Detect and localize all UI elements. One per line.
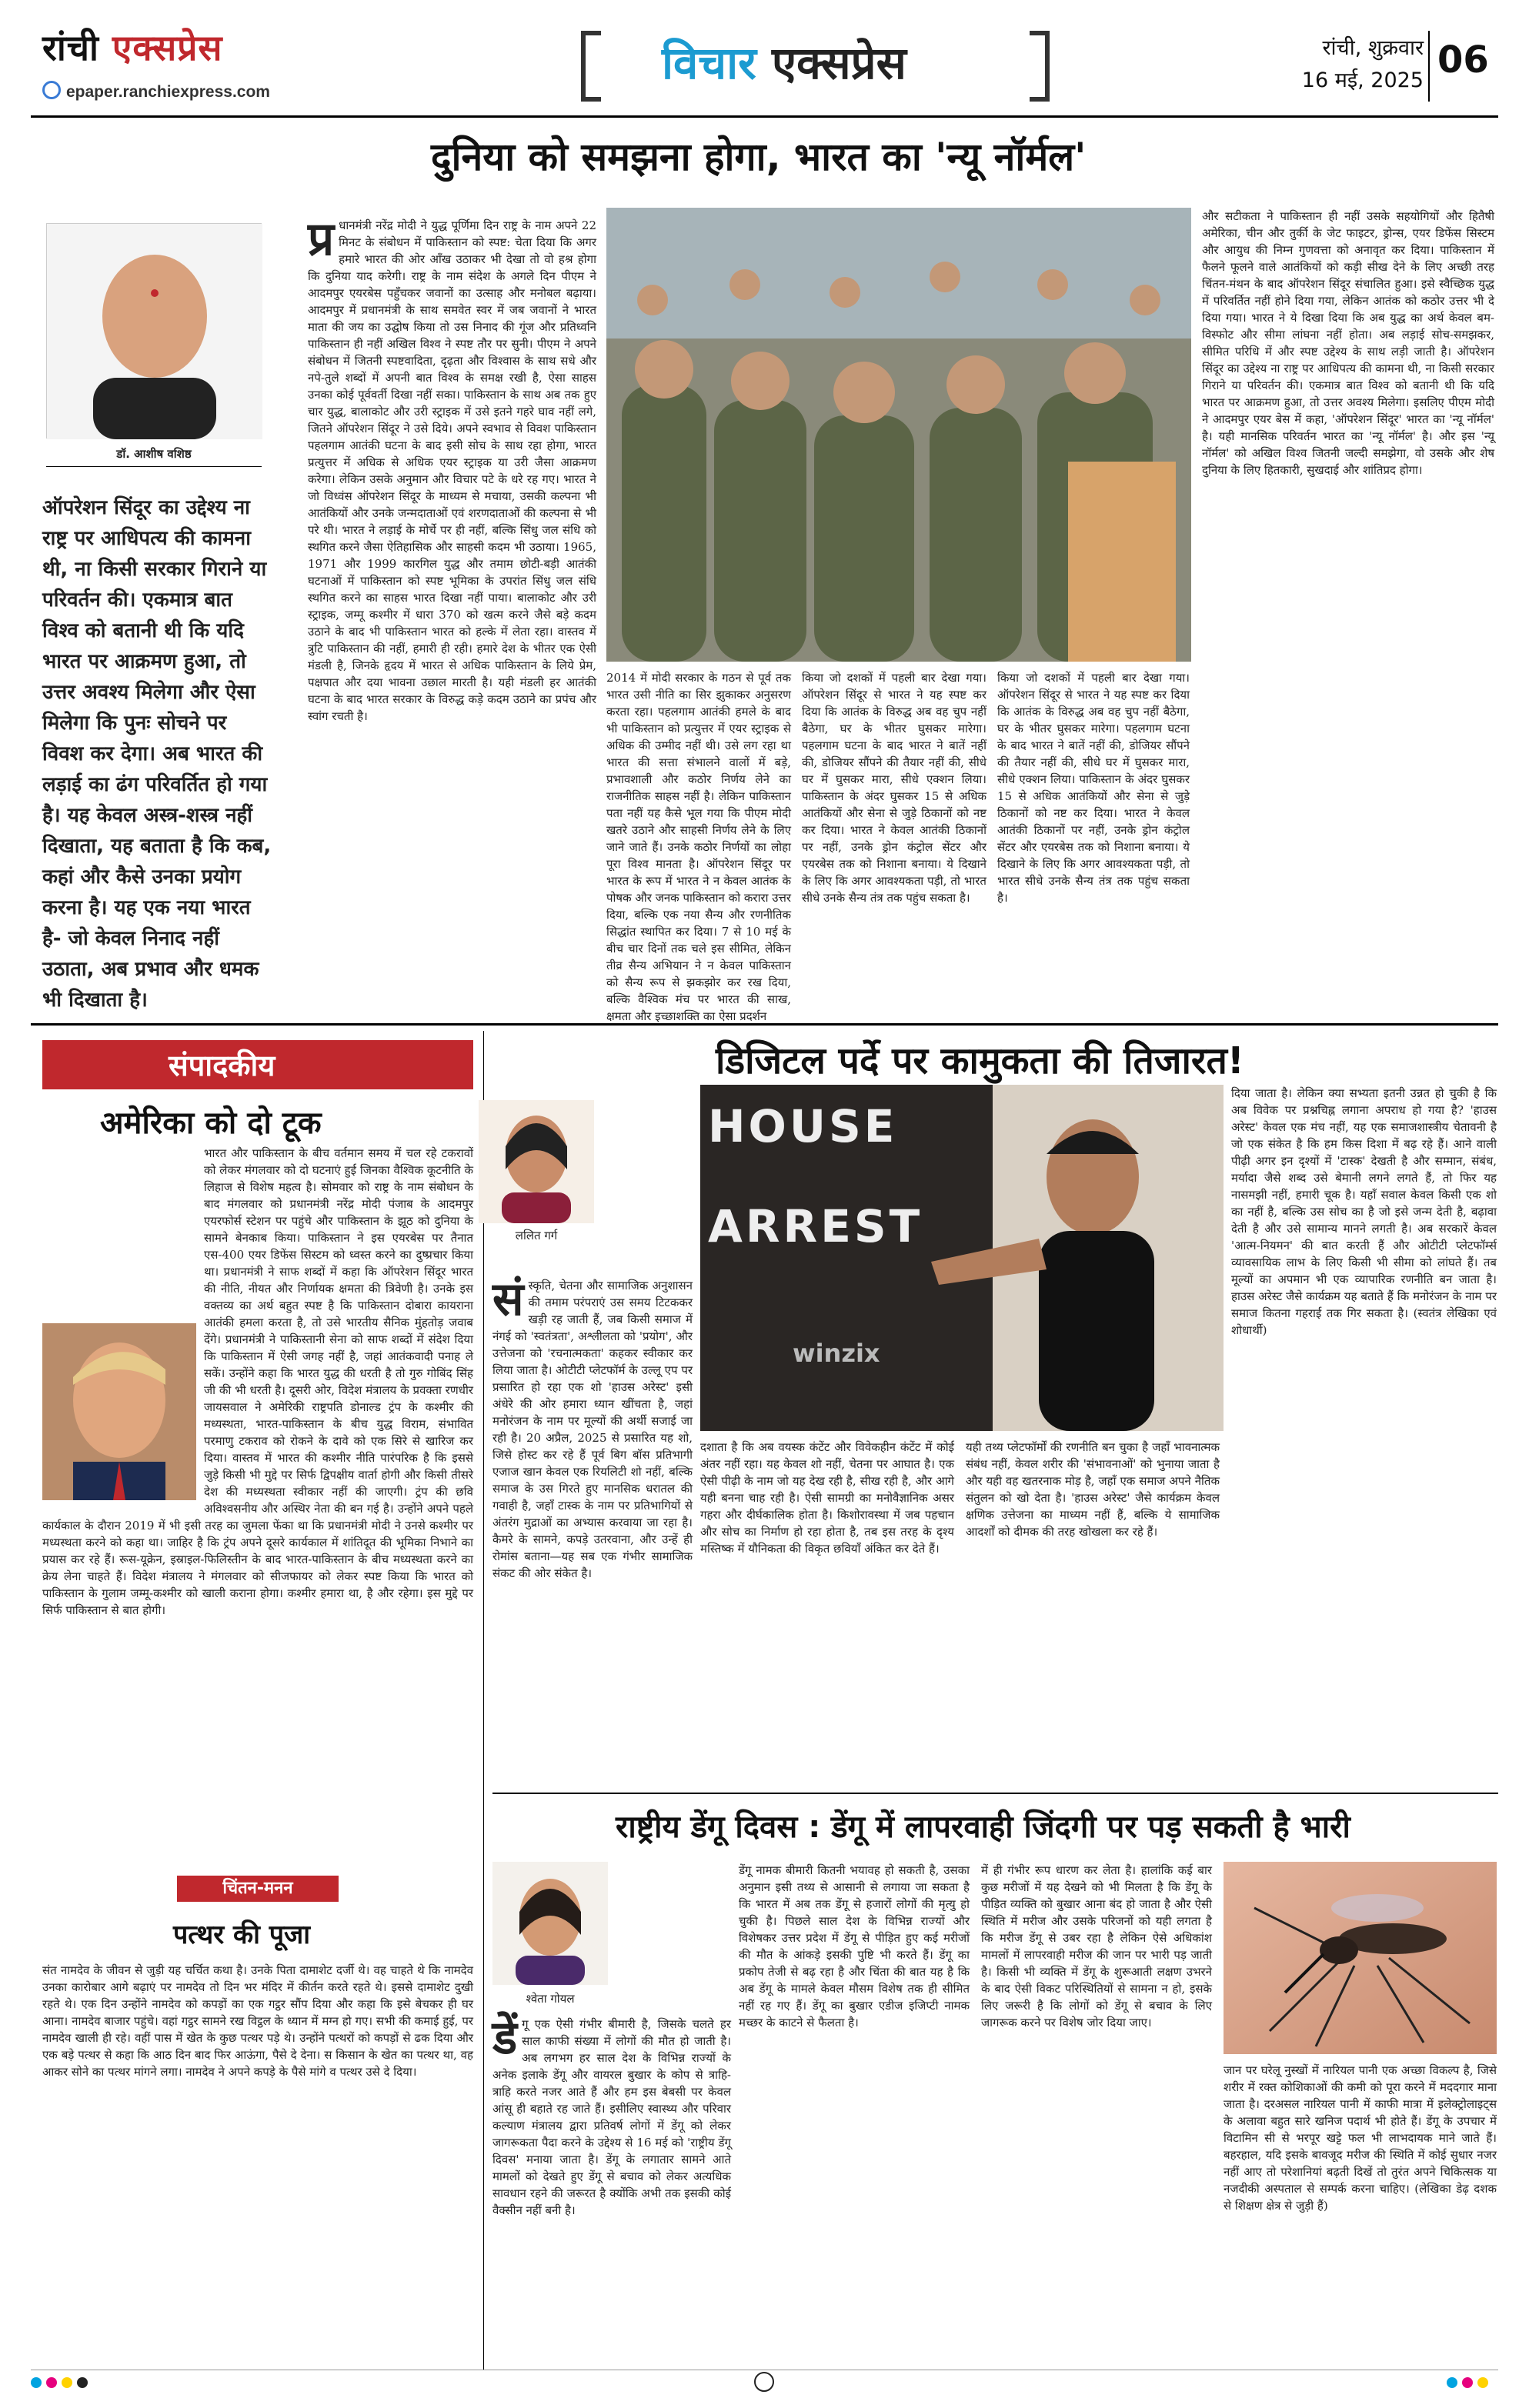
author-portrait-icon — [479, 1100, 594, 1223]
chintan-headline: पत्थर की पूजा — [173, 1919, 311, 1950]
editorial-body-text: भारत और पाकिस्तान के बीच वर्तमान समय में चल रहे टकरावों को लेकर मंगलवार को दो घटनाएं हुई जिनका वैश्विक कूटनीति के लिहाज से विशेष महत्व है। सोमवार को राष्ट्र के नाम संबोधन के बाद मंगलवार को प्रधानमंत्री नरेंद्र मोदी पंजाब के आदमपुर एयरफोर्स स्टेशन पर पहुंचे और पाकिस्तान के झूठ को दुनिया के सामने बेनकाब किया। पाकिस्तान ने इस एयरबेस पर तैनात एस-400 एयर डिफेंस सिस्टम को ध्वस्त करने का दुष्प्रचार किया था। प्रधानमंत्री ने साफ शब्दों में कहा कि ऑपरेशन सिंदूर भारत की नीति, नीयत और निर्णायक क्षमता की त्रिवेणी है। उनके इस वक्तव्य का अर्थ बहुत स्पष्ट है कि पाकिस्तान दोबारा कायराना आतंकी हमला करता है, तो उसे भारतीय सैनिक मुंहतोड़ जवाब देंगे। प्रधानमंत्री ने पाकिस्तानी सेना को साफ शब्दों में संदेश दिया कि पाकिस्तान में ऐसी जगह नहीं है, जहां आतंकवादी पनाह ले सकें। उन्होंने कहा कि भारत युद्ध की धरती है तो गुरु गोबिंद सिंह जी की भी धरती है। दूसरी ओर, विदेश मंत्रालय के प्रवक्ता रणधीर जायसवाल ने अमेरिकी राष्ट्रपति डोनाल्ड ट्रंप के कश्मीर की मध्यस्थता, भारत-पाकिस्तान के बीच युद्ध विराम, संभावित परमाणु टकराव को रोकने के दावे को एक सिरे से खारिज कर दिया। वास्तव में भारत की कश्मीर नीति पारंपरिक है कि इससे जुड़े किसी भी मुद्दे पर सिर्फ द्विपक्षीय वार्ता होगी और किसी तीसरे देश की मध्यस्थता स्वीकार नहीं की जाएगी। ट्रंप की छवि अविश्वसनीय और अस्थिर नेता की बन गई है। उन्होंने अपने पहले कार्यकाल के दौरान 2019 में भी इसी तरह का जुमला फेंका था कि प्रधानमंत्री मोदी ने उनसे कश्मीर पर मध्यस्थता करने को कहा था। जाहिर है कि ट्रंप अपने दूसरे कार्यकाल में शांतिदूत की भूमिका निभाने का प्रयास कर रहे हैं। रूस-यूक्रेन, इस्राइल-फिलिस्तीन के बाद भारत-पाकिस्तान के बीच मध्यस्थता करने का क्रेय लेना चाहते हैं। विदेश मंत्रालय ने मंगलवार को सीजफायर को लेकर स्पष्ट किया कि भारत को पाकिस्तान के गुलाम जम्मू-कश्मीर को खाली कराना होगा। कश्मीर हमारा था, है और रहेगा। इस मुद्दे पर सिर्फ पाकिस्तान से बात होगी। — [42, 1146, 473, 1617]
editorial-tag — [42, 1040, 473, 1089]
lead-dropcap: प्र — [308, 212, 335, 266]
mosquito-image — [1224, 1862, 1497, 2054]
third-body1-text: गू एक ऐसी गंभीर बीमारी है, जिसके चलते हर साल काफी संख्या में लोगों की मौत हो जाती है। अब लगभग हर साल देश के विभिन्न राज्यों के अनेक इलाके डेंगू और वायरल बुखार के कोप से त्राहि-त्राहि करते नजर आते हैं और हम इस बेबसी पर केवल आंसू ही बहाते रह जाते हैं। इसीलिए स्वास्थ्य और परिवार कल्याण मंत्रालय द्वारा प्रतिवर्ष लोगों में डेंगू को लेकर जागरूकता पैदा करने के उद्देश्य से 16 मई को 'राष्ट्रीय डेंगू दिवस' मनाया जाता है। डेंगू के लगातार सामने आते मामलों को देखते हुए डेंगू से बचाव को लेकर अत्यधिक सावधान रहने की जरूरत है क्योंकि अभी तक इसकी कोई वैक्सीन नहीं बनी है। — [492, 2017, 731, 2217]
left-bracket-decoration — [581, 31, 601, 102]
chintan-tag: चिंतन-मनन — [177, 1876, 339, 1902]
show-photo — [700, 1085, 1224, 1431]
color-swatch-icon — [1477, 2377, 1488, 2388]
soldiers-crowd-image — [606, 208, 1191, 662]
third-headline: राष्ट्रीय डेंगू दिवस : डेंगू में लापरवाही जिंदगी पर पड़ सकती है भारी — [616, 1809, 1350, 1845]
second-column-3: यही तथ्य प्लेटफॉर्मों की रणनीति बन चुका है जहाँ भावनात्मक संबंध नहीं, केवल शरीर की 'संभावनाओं' को भुनाया जाता है और यही वह खतरनाक मोड़ है, जहाँ एक समाज अपने नैतिक संतुलन को खो देता है। 'हाउस अरेस्ट' जैसे कार्यक्रम केवल क्षणिक उत्तेजना का माध्यम नहीं हैं, बल्कि ये सामाजिक आदर्शों को दीमक की तरह खोखला कर रहे हैं। — [966, 1440, 1220, 1539]
author-portrait-icon — [492, 1862, 608, 1985]
color-swatch-icon — [1447, 2377, 1457, 2388]
editorial-tag-label: संपादकीय — [169, 1049, 275, 1082]
page-number: 06 — [1437, 38, 1489, 82]
editorial-headline: अमेरिका को दो टूक — [100, 1106, 322, 1141]
second-author-name: ललित गर्ग — [515, 1229, 558, 1242]
lead-column-3b: किया जो दशकों में पहली बार देखा गया। ऑपरेशन सिंदूर से भारत ने यह स्पष्ट कर दिया कि आतंक के विरुद्ध अब वह चुप नहीं बैठेगा, घर के भीतर घुसकर मारेगा। पहलगाम घटना के बाद भारत ने बातें नहीं की, डोजियर सौंपने की तैयार नहीं की, सीधे घर में घुसकर मारा, सीधे एक्शन लिया। पाकिस्तान के अंदर घुसकर 15 से अधिक आतंकियों और सेना से जुड़े ठिकानों को नष्ट कर दिया। भारत ने केवल आतंकी ठिकानों पर नहीं, उनके ड्रोन कंट्रोल सेंटर और एयरबेस तक को निशाना बनाया। ये दिखाने के लिए कि अगर आवश्यकता पड़ी, तो भारत सीधे उनके सैन्य तंत्र तक पहुंच सकता है। — [997, 671, 1190, 905]
second-headline: डिजिटल पर्दे पर कामुकता की तिजारत! — [716, 1039, 1244, 1082]
brand-main-text: रांची — [42, 27, 112, 68]
author-portrait-icon — [47, 224, 262, 439]
show-word-3: winzix — [793, 1339, 880, 1368]
issue-date: 16 मई, 2025 — [1301, 68, 1424, 92]
lead-headline: दुनिया को समझना होगा, भारत का 'न्यू नॉर्मल' — [431, 135, 1087, 179]
lead-column-2: 2014 में मोदी सरकार के गठन से पूर्व तक भारत उसी नीति का सिर झुकाकर अनुसरण करता रहा। पहलगाम आतंकी हमले के बाद भी पाकिस्तान को प्रत्युत्तर में एयर स्ट्राइक से अधिक की उम्मीद नहीं थी। उसे लग रहा था भारत की सत्ता संभालने वालों में बड़े, प्रभावशाली और कठोर निर्णय लेने का राजनीतिक साहस नहीं है। लेकिन पाकिस्तान पता नहीं यह कैसे भूल गया कि पीएम मोदी खतरे उठाने और साहसी निर्णय लेने के लिए जाने जाते हैं। उनके कठोर निर्णयों का लोहा पूरा विश्व मानता है। ऑपरेशन सिंदूर पर भारत के रूप में भारत ने न केवल आतंक के पोषक और जनक पाकिस्तान को करारा उत्तर दिया, बल्कि एक नया सैन्य और रणनीतिक सिद्धांत स्थापित कर दिया। 7 से 10 मई के बीच चार दिनों तक चले इस सीमित, लेकिन तीव्र सैन्य अभियान ने न केवल पाकिस्तान को सैन्य रूप से झकझोर कर रख दिया, बल्कि वैश्विक मंच पर भारत की साख, क्षमता और इच्छाशक्ति का ऐसा प्रदर्शन — [606, 671, 791, 1023]
color-swatch-icon — [77, 2377, 88, 2388]
second-dropcap: सं — [492, 1272, 524, 1326]
masthead-rule — [31, 115, 1498, 118]
mosquito-photo — [1224, 1862, 1497, 2054]
section-title-a: विचार — [662, 37, 773, 89]
right-bracket-decoration — [1030, 31, 1050, 102]
third-column-4: जान पर घरेलू नुस्खों में नारियल पानी एक अच्छा विकल्प है, जिसे शरीर में रक्त कोशिकाओं की कमी को पूरा करने में मददगार माना जाता है। दरअसल नारियल पानी में काफी मात्रा में इलेक्ट्रोलाइट्स के अलावा बहुत सारे खनिज पदार्थ भी होते हैं। डेंगू के उपचार में विटामिन सी से भरपूर खट्टे फल भी लाभदायक माने जाते हैं। बहरहाल, यदि इसके बावजूद मरीज की स्थिति में कोई सुधार नजर नहीं आए तो परेशानियां बढ़ती दिखें तो तुरंत अपने चिकित्सक या नजदीकी अस्पताल से सम्पर्क करना चाहिए। (लेखिका डेढ़ दशक से शिक्षण क्षेत्र से जुड़ी हैं) — [1224, 2063, 1497, 2213]
second-column-4: दिया जाता है। लेकिन क्या सभ्यता इतनी उन्नत हो चुकी है कि अब विवेक पर प्रश्नचिह्न लगाना अपराध हो गया है? 'हाउस अरेस्ट' केवल एक मंच नहीं, यह एक समाजशास्त्रीय चेतावनी है जो एक संकेत है कि हम किस दिशा में बढ़ रहे हैं। आने वाली पीढ़ी अगर इन दृश्यों में 'टास्क' देखती है और सम्मान, संबंध, मर्यादा जैसे शब्द उसे बेमानी लगने लगते हैं, तो फिर यह नासमझी नहीं, हमारी चूक है। यहाँ सवाल केवल किसी एक शो का नहीं है, बल्कि उस सोच का है जो इसे जन्म देती है, बढ़ावा देती है और उसे सामान्य मानने लगती है। अब सरकारें केवल 'आत्म-नियमन' की बात करती हैं और ओटीटी प्लेटफॉर्म्स व्यावसायिक लाभ के लिए किसी भी सीमा को लांघते हैं। तब मूल्यों का अपमान भी एक व्यापारिक रणनीति बन जाता है। हाउस अरेस्ट जैसे कार्यक्रम यह बताते हैं कि मनोरंजन के नाम पर समाज कितना गहराई तक गिर सकता है। (स्वतंत्र लेखिका एवं शोधार्थी) — [1231, 1086, 1497, 1337]
lead-callout: ऑपरेशन सिंदूर का उद्देश्य ना राष्ट्र पर आधिपत्य की कामना थी, ना किसी सरकार गिराने या परिवर्तन की। एकमात्र बात विश्व को बतानी थी कि यदि भारत पर आक्रमण हुआ, तो उत्तर अवश्य मिलेगा और ऐसा मिलेगा कि पुनः सोचने पर विवश कर देगा। अब भारत की लड़ाई का ढंग परिवर्तित हो गया है। यह केवल अस्त्र-शस्त्र नहीं दिखाता, यह बताता है कि कब, कहां और कैसे उनका प्रयोग करना है। यह एक नया भारत है- जो केवल निनाद नहीं उठाता, अब प्रभाव और धमक भी दिखाता है। — [42, 496, 272, 1012]
show-word-1: HOUSE — [708, 1100, 898, 1152]
brand-logo — [42, 23, 222, 71]
location-day: रांची, शुक्रवार — [1322, 36, 1424, 60]
third-author-name: श्वेता गोयल — [526, 1992, 575, 2006]
second-body1-text: स्कृति, चेतना और सामाजिक अनुशासन की तमाम परंपराएं उस समय टिटककर खड़ी रह जाती हैं, जब किसी समाज में नंगई को 'स्वतंत्रता', अश्लीलता को 'प्रयोग', और उत्तेजना को 'रचनात्मकता' कहकर स्वीकार कर लिया जाता है। ओटीटी प्लेटफॉर्म के उल्लू एप पर प्रसारित हो रहा एक शो 'हाउस अरेस्ट' इसी अंधेरे की ओर हमारा ध्यान खींचता है, जहां मनोरंजन के नाम पर मूल्यों की अर्थी सजाई जा रही है। 20 अप्रैल, 2025 से प्रसारित यह शो, जिसे होस्ट कर रहे हैं पूर्व बिग बॉस प्रतिभागी एजाज खान केवल एक रियलिटी शो नहीं, बल्कि समाज के उस गिरते हुए मानसिक धरातल की गवाही है, जहाँ टास्क के नाम पर प्रतिभागियों से अंतरंग मुद्राओं का अभ्यास करवाया जा रहा है। कैमरे के सामने, कपड़े उतरवाना, और उन्हें ही रोमांस बताना—यह सब एक गंभीर सामाजिक संकट की ओर संकेत है। — [492, 1279, 693, 1580]
lead-column-3: किया जो दशकों में पहली बार देखा गया। ऑपरेशन सिंदूर से भारत ने यह स्पष्ट कर दिया कि आतंक के विरुद्ध अब वह चुप नहीं बैठेगा, घर के भीतर घुसकर मारेगा। पहलगाम घटना के बाद भारत ने बातें नहीं की, डोजियर सौंपने की तैयार नहीं की, सीधे घर में घुसकर मारा, सीधे एक्शन लिया। पाकिस्तान के अंदर घुसकर 15 से अधिक आतंकियों और सेना से जुड़े ठिकानों को नष्ट कर दिया। भारत ने केवल आतंकी ठिकानों पर नहीं, उनके ड्रोन कंट्रोल सेंटर और एयरबेस तक को निशाना बनाया। ये दिखाने के लिए कि अगर आवश्यकता पड़ी, तो भारत सीधे उनके सैन्य तंत्र तक पहुंच सकता है। — [802, 671, 987, 905]
chintan-body: संत नामदेव के जीवन से जुड़ी यह चर्चित कथा है। उनके पिता दामाशेट दर्जी थे। वह चाहते थे कि नामदेव उनका कारोबार आगे बढ़ाएं पर नामदेव तो दिन भर मंदिर में कीर्तन करते रहते थे। इससे दामाशेट दुखी रहते थे। एक दिन उन्होंने नामदेव को कपड़ों का एक गट्ठर सौंप दिया और कहा कि इसे बेचकर ही घर आना। नामदेव बाजार पहुंचे। वहां गट्ठर सामने रख विट्ठल के ध्यान में मग्न हो गए। सभी की कमाई हुई, पर नामदेव खाली ही रहे। वहीं पास में खेत के कुछ पत्थर पड़े थे। उन्होंने पत्थरों को कपड़ों से ढक दिया और एक बड़े पत्थर से कहा कि आठ दिन बाद फिर आऊंगा, पैसे दे देना। स किसान के खेत का पत्थर था, वह आकर सोने का पत्थर मांगने लगा। नामदेव ने अपने कपड़े के पैसे मांगे व पत्थर उसे दे दिया। — [42, 1963, 473, 2079]
section-title-b: एक्सप्रेस — [772, 37, 906, 89]
third-column-2: डेंगू नामक बीमारी कितनी भयावह हो सकती है, उसका अनुमान इसी तथ्य से आसानी से लगाया जा सकता है कि भारत में अब तक डेंगू से हजारों लोगों की मृत्यु हो चुकी है। पिछले साल देश के विभिन्न राज्यों और विशेषकर उत्तर प्रदेश में डेंगू से पीड़ित हुए कई मरीजों की मौत के आंकड़े इसकी पुष्टि भी करते हैं। डेंगू का प्रकोप तेजी से बढ़ रहा है और चिंता की बात यह है कि अब डेंगू के मामले केवल मौसम विशेष तक ही सीमित नहीं रह गए हैं। डेंगू का बुखार एडीज इजिप्टी नामक मच्छर के काटने से फैलता है। — [739, 1863, 970, 2029]
lead-author-name: डॉ. आशीष वशिष्ठ — [116, 447, 192, 461]
third-column-1 — [492, 2011, 731, 2370]
author-photo-second — [479, 1100, 594, 1223]
color-swatch-icon — [31, 2377, 42, 2388]
color-swatch-icon — [46, 2377, 57, 2388]
section-title — [662, 31, 906, 92]
author-photo-lead — [46, 223, 262, 439]
lead-column-1 — [308, 212, 596, 1013]
lead-photo-soldiers — [606, 208, 1191, 662]
registration-mark-icon — [754, 2372, 774, 2392]
author-rule — [46, 466, 262, 467]
brand-accent-text: एक्सप्रेस — [112, 27, 223, 68]
masthead-divider — [1428, 31, 1430, 102]
second-column-2: दशाता है कि अब वयस्क कंटेंट और विवेकहीन कंटेंट में कोई अंतर नहीं रहा। यह केवल शो नहीं, चेतना पर आघात है। एक ऐसी पीढ़ी के नाम जो यह देख रही है, सीख रही है, और आगे यही बनना चाह रही है। ऐसी सामग्री का मनोवैज्ञानिक असर गहरा और दीर्घकालिक होता है। किशोरावस्था में जब पहचान और सोच का निर्माण हो रहा होता है, तब इस तरह के दृश्य मस्तिष्क में यौनिकता की विकृत छवियाँ अंकित कर देते हैं। — [700, 1440, 954, 1556]
editorial-photo-spacer — [42, 1320, 204, 1505]
lead-col1-text: धानमंत्री नरेंद्र मोदी ने युद्ध पूर्णिमा दिन राष्ट्र के नाम अपने 22 मिनट के संबोधन में पाकिस्तान को स्पष्ट: चेता दिया कि अगर हमारे भारत की ओर आँख उठाकर भी देखा तो वो हश्र होगा कि दुनिया याद करेगी। राष्ट्र के नाम संदेश के अगले दिन पीएम ने आदमपुर एयरबेस पहुँचकर जवानों का उत्साह और मनोबल बढ़ाया। आदमपुर में प्रधानमंत्री के साथ समवेत स्वर में जब जवानों ने भारत माता की जय का उद्घोष किया तो उस निनाद की गूंज और प्रतिध्वनि पाकिस्तान ही नहीं अखिल विश्व ने स्पष्ट तौर पर सुनी। पीएम ने अपने संबोधन में जितनी स्पष्टवादिता, दृढ़ता और विश्वास के साथ सधे और नपे-तुले शब्दों में अपनी बात विश्व के समक्ष रखी है, ऐसा साहस उनका कोई पूर्ववर्ती दिखा नहीं सका। पाकिस्तान के साथ अब तक हुए चार युद्ध, बालाकोट और उरी स्ट्राइक में उसे इतने गहरे घाव नहीं लगे, जितने ऑपरेशन सिंदूर ने उसे दिये। अपने स्वभाव से विवश पाकिस्तान पहलगाम आतंकी घटना के बाद इसी सोच के साथ रहा होगा, भारत प्रत्युत्तर में अधिक से अधिक एयर स्ट्राइक या उरी जैसा आक्रमण करेगा। लेकिन उसके अनुमान और विचार पटे के धरे रह गए। भारत ने जो विध्वंस ऑपरेशन सिंदूर के माध्यम से मचाया, उसकी कल्पना भी आतंकियों और उनके जन्मदाताओं एवं शरणदाताओं की कल्पना से भी परे थी। भारत ने लड़ाई के मोर्चे पर ही नहीं, बल्कि सिंधु जल संधि को स्थगित करने जैसा ऐतिहासिक और साहसी कदम भी उठाया। 1965, 1971 और 1999 कारगिल युद्ध और तमाम छोटी-बड़ी आतंकी घटनाओं में पाकिस्तान को स्पष्ट भूमिका के उपरांत सिंधु जल संधि स्थगित करने का साहस भारत दिखा नहीं पाया। बालाकोट और उरी स्ट्राइक, जम्मू कश्मीर में धारा 370 को खत्म करने जैसे बड़े कदम उठाने के बाद भी पाकिस्तान भारत को हल्के में लेता रहा। वास्तव में त्रुटि पाकिस्तान की नहीं, हमारी ही रही। हमारे देश के भीतर एक ऐसी मंडली है, जिनके हृदय में भारत से अधिक पाकिस्तान के लिये प्रेम, पक्षपात और दया भावना उछाल मारती है। यही मंडली हर आतंकी घटना के बाद भारत सरकार के विरुद्ध कड़े कदम उठाने का प्रपंच और स्वांग रचती है। — [308, 218, 596, 723]
globe-icon — [42, 81, 61, 99]
lead-column-4: और सटीकता ने पाकिस्तान ही नहीं उसके सहयोगियों और हितैषी अमेरिका, चीन और तुर्की के जेट फाइटर, ड्रोन्स, एयर डिफेंस सिस्टम और आयुध की निम्न गुणवत्ता को अनावृत कर दिया। पाकिस्तान में फैलने फूलने वाले आतंकियों को कड़ी सीख देने के लिए अच्छी तरह चिंतन-मंथन के बाद ऑपरेशन सिंदूर संचालित हुआ। इसे स्वैच्छिक युद्ध में परिवर्तित नहीं होने दिया गया, लेकिन आतंक को कठोर उत्तर भी दे दिया गया। भारत ने ये दिखा दिया कि अब युद्ध का अर्थ केवल बम-विस्फोट और सीमा लांघना नहीं होता। अब लड़ाई सोच-समझकर, सीमित परिधि में और स्पष्ट उद्देश्य के साथ लड़ी जाती है। ऑपरेशन सिंदूर का उद्देश्य ना राष्ट्र पर आधिपत्य की कामना थी, ना किसी सरकार गिराने या परिवर्तन की। एकमात्र बात विश्व को बतानी थी कि यदि भारत पर आक्रमण हुआ, तो उत्तर अवश्य मिलेगा। इसलिए पीएम मोदी ने आदमपुर एयर बेस में कहा, 'ऑपरेशन सिंदूर' भारत का 'न्यू नॉर्मल' है। यही मानसिक परिवर्तन भारत का 'न्यू नॉर्मल' है। और इस 'न्यू नॉर्मल' को अखिल विश्व जितनी जल्दी समझेगा, वो उसके और शेष दुनिया के लिए हितकारी, सुखदाई और शांतिप्रद होगा। — [1202, 209, 1494, 477]
section-rule-1 — [31, 1023, 1498, 1026]
author-photo-third — [492, 1862, 608, 1985]
show-word-2: ARREST — [708, 1200, 923, 1252]
color-swatch-icon — [62, 2377, 72, 2388]
color-swatch-icon — [1462, 2377, 1473, 2388]
editorial-body — [42, 1145, 473, 1872]
section-rule-2 — [492, 1793, 1498, 1794]
third-column-3: में ही गंभीर रूप धारण कर लेता है। हालांकि कई बार कुछ मरीजों में यह देखने को भी मिलता है कि डेंगू के पीड़ित व्यक्ति को बुखार आना बंद हो जाता है और ऐसी स्थिति में मरीज और उसके परिजनों को यही लगता है कि मरीज डेंगू से उबर रहा है लेकिन ऐसे अधिकांश मामलों में लापरवाही मरीज की जान पर भारी पड़ जाती है। किसी भी व्यक्ति में डेंगू के शुरूआती लक्षण उभरने के बाद ऐसी विकट परिस्थितियों से सामना न हो, इसके लिए जरूरी है कि लोगों को डेंगू से बचाव के लिए जागरूक करने पर विशेष जोर दिया जाए। — [981, 1863, 1212, 2029]
third-dropcap: डें — [492, 2011, 518, 2065]
epaper-link[interactable]: epaper.ranchiexpress.com — [66, 83, 270, 101]
